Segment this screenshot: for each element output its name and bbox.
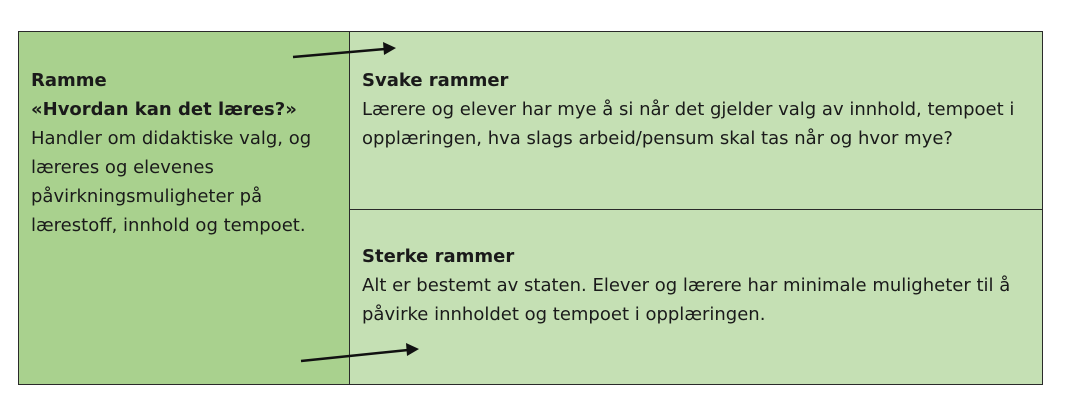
framing-types-column xyxy=(350,32,1042,384)
sterke-rammer-cell xyxy=(350,210,1042,384)
ramme-question: «Hvordan kan det læres?» xyxy=(31,99,297,120)
sterke-rammer-description: Alt er bestemt av staten. Elever og lærere har minimale muligheter til å påvirke innholdet og tempoet i opplæringen. xyxy=(362,275,1011,325)
svake-rammer-heading: Svake rammer xyxy=(362,70,509,91)
svake-rammer-description: Lærere og elever har mye å si når det gjelder valg av innhold, tempoet i opplæringen, hva slags arbeid/pensum skal tas når og hvor mye? xyxy=(362,99,1015,149)
framing-table xyxy=(18,31,1043,385)
ramme-heading: Ramme xyxy=(31,70,107,91)
svake-rammer-cell xyxy=(350,32,1042,210)
ramme-cell xyxy=(19,32,350,384)
sterke-rammer-heading: Sterke rammer xyxy=(362,246,515,267)
ramme-description: Handler om didaktiske valg, og læreres og elevenes påvirkningsmuligheter på lærestoff, innhold og tempoet. xyxy=(31,128,312,236)
